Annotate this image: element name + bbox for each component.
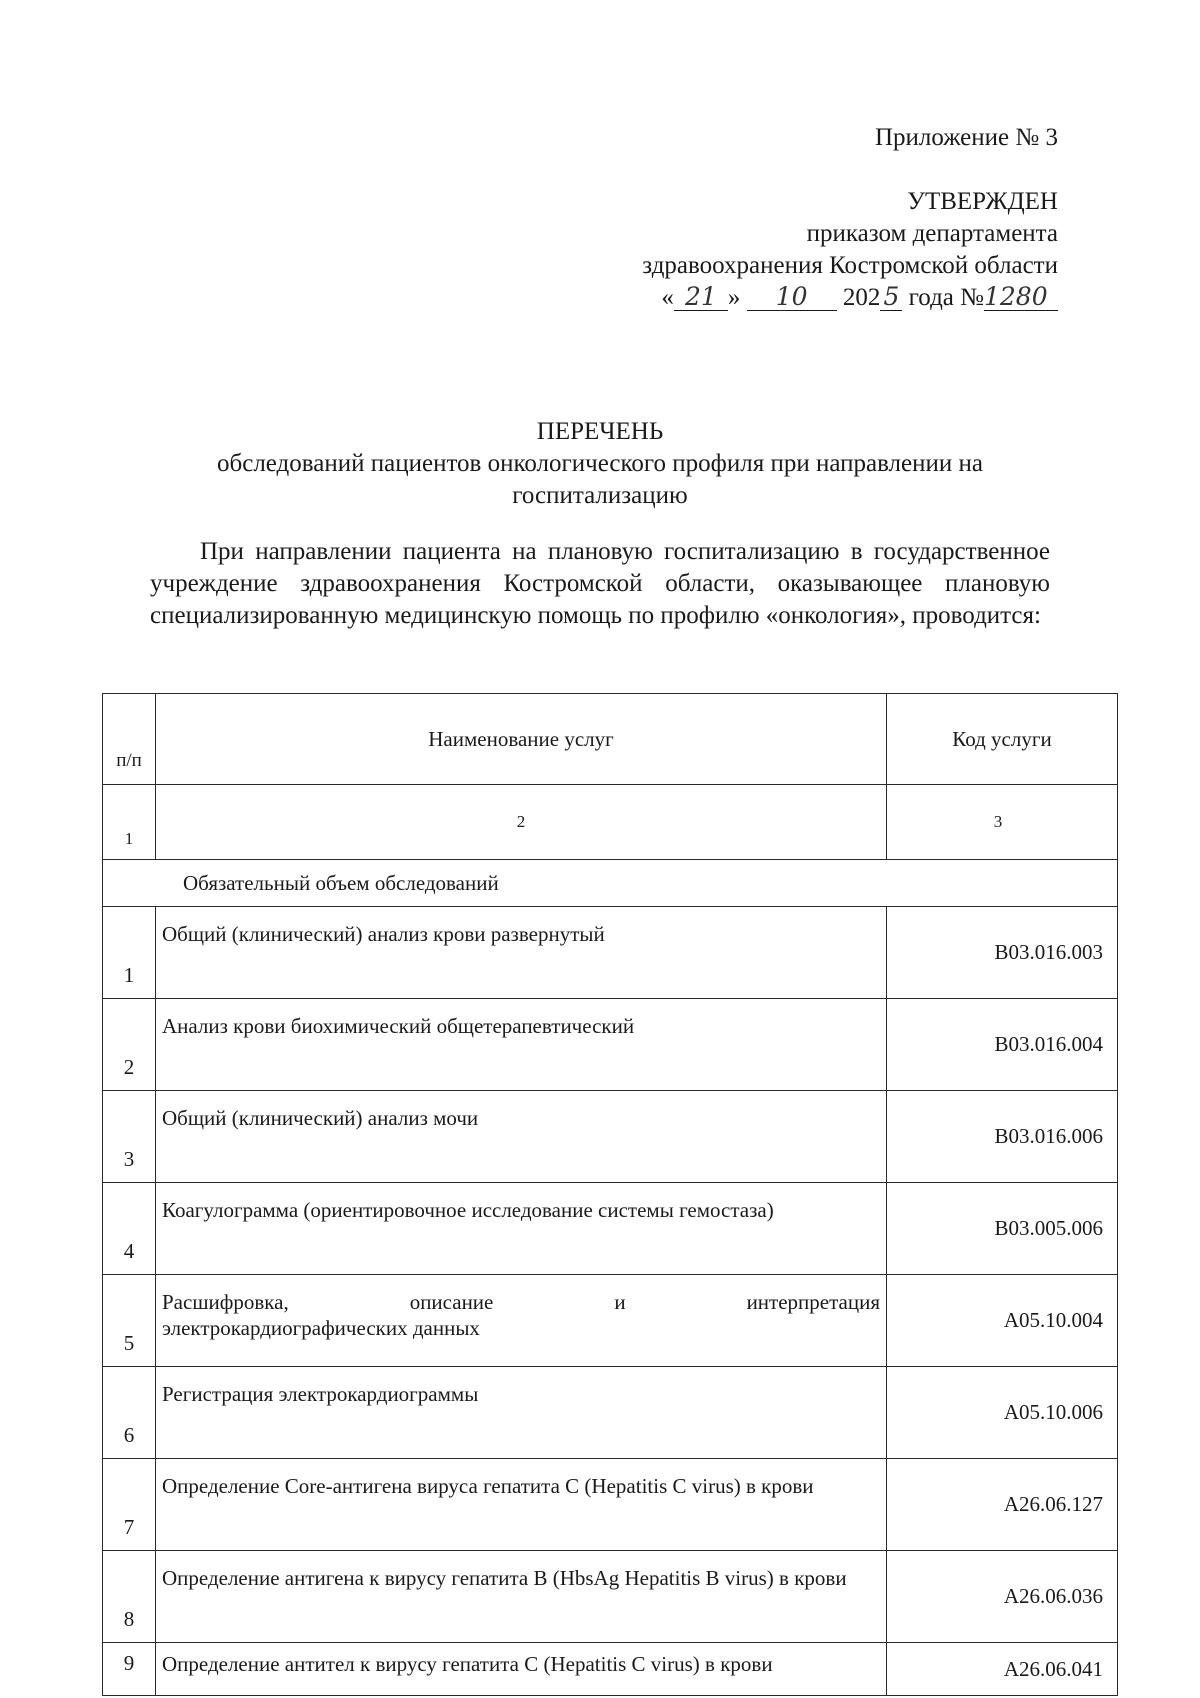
handwritten-order-number: 1280 [984, 284, 1058, 311]
approved-label: УТВЕРЖДЕН [907, 188, 1058, 215]
header-name: Наименование услуг [156, 694, 887, 785]
table-row: 9 Определение антител к вирусу гепатита C (Hepatitis C virus) в крови A26.06.041 [103, 1643, 1118, 1696]
handwritten-year-digit: 5 [880, 284, 902, 311]
approval-header [642, 122, 1058, 314]
table-row: 8 Определение антигена к вирусу гепатита B (HbsAg Hepatitis B virus) в крови A26.06.036 [103, 1551, 1118, 1643]
approval-line-1: приказом департамента [806, 220, 1058, 247]
column-number-row: 1 2 3 [103, 785, 1118, 860]
title-heading: ПЕРЕЧЕНЬ [536, 418, 664, 445]
handwritten-day: 21 [674, 284, 728, 311]
section-title: Обязательный объем обследований [103, 860, 1118, 907]
title-subtitle: обследований пациентов онкологического профиля при направлении на госпитализацию [217, 450, 983, 509]
intro-paragraph: При направлении пациента на плановую госпитализацию в государственное учреждение здравоохранения Костромской области, оказывающее плановую специализированную медицинскую помощь по профилю «онкология», проводится: [150, 538, 1050, 629]
services-table [102, 693, 1118, 1696]
header-num: п/п [103, 694, 156, 785]
table-row: 3 Общий (клинический) анализ мочи B03.016.006 [103, 1091, 1118, 1183]
table-row: 4 Коагулограмма (ориентировочное исследование системы гемостаза) B03.005.006 [103, 1183, 1118, 1275]
table-header-row [103, 694, 1118, 785]
approval-line-2: здравоохранения Костромской области [642, 252, 1058, 279]
appendix-label: Приложение № 3 [874, 124, 1058, 151]
section-row [103, 860, 1118, 907]
table-row: 7 Определение Core-антигена вируса гепатита C (Hepatitis C virus) в крови A26.06.127 [103, 1459, 1118, 1551]
year-word: года № [908, 284, 984, 311]
document-title [150, 416, 1050, 512]
table-row: 1 Общий (клинический) анализ крови развернутый B03.016.003 [103, 907, 1118, 999]
table-row: 5 Расшифровка, описание и интерпретация электрокардиографических данных A05.10.004 [103, 1275, 1118, 1367]
table-row: 6 Регистрация электрокардиограммы A05.10.006 [103, 1367, 1118, 1459]
handwritten-month: 10 [747, 284, 837, 311]
table-row: 2 Анализ крови биохимический общетерапевтический B03.016.004 [103, 999, 1118, 1091]
header-code: Код услуги [887, 694, 1118, 785]
approval-date-line: « 21 » 10 202 5 года №1280 [642, 282, 1058, 314]
